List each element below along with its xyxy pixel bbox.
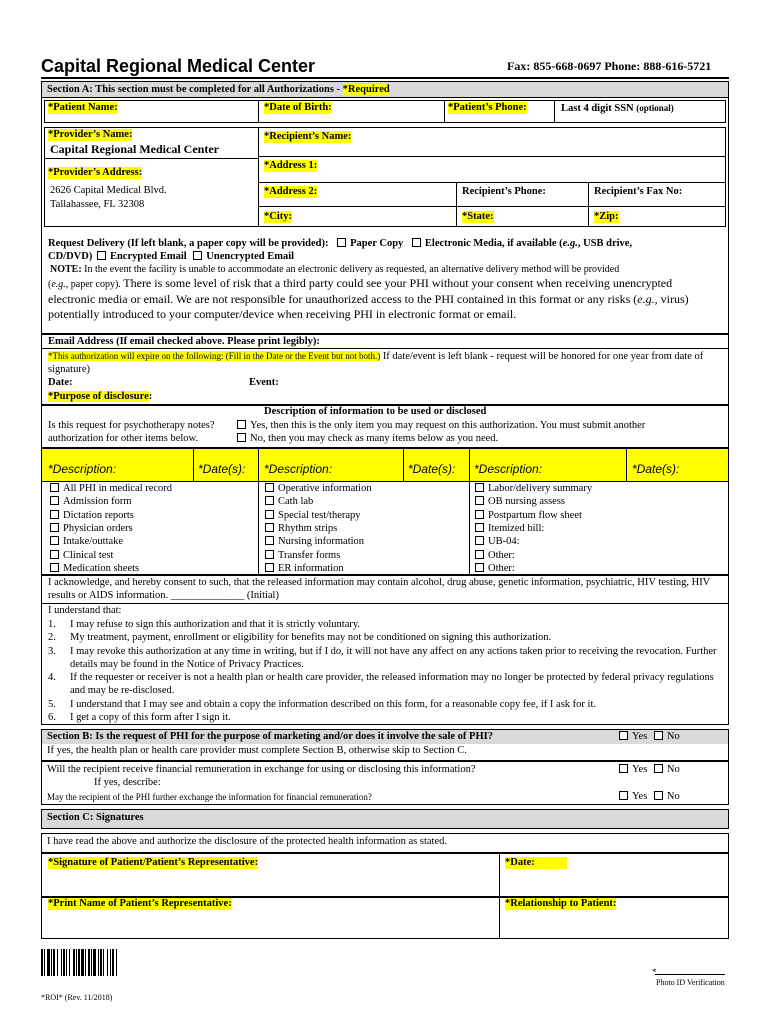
unencrypted-email-checkbox[interactable] (193, 251, 202, 260)
description-item-label: Medication sheets (63, 562, 140, 574)
description-item-checkbox[interactable] (265, 483, 274, 492)
description-item-label: UB-04: (488, 536, 520, 548)
barcode-bar (66, 949, 67, 976)
description-item-label: Nursing information (278, 536, 365, 548)
barcode-bar (51, 949, 52, 976)
barcode-bar (81, 949, 84, 976)
remuneration-options: Yes No (619, 764, 680, 776)
consent-item-text: I may refuse to sign this authorization and that it is strictly voluntary. (70, 619, 361, 630)
description-item-label: Clinical test (63, 549, 114, 561)
remuneration-yes-checkbox[interactable] (619, 764, 628, 773)
description-item-label: Physician orders (63, 522, 133, 534)
description-item-label: Rhythm strips (278, 522, 338, 534)
barcode-bar (73, 949, 75, 976)
barcode-bar (53, 949, 55, 976)
description-item-label: Other: (488, 549, 515, 561)
description-item[interactable] (475, 496, 565, 508)
encrypted-email-checkbox[interactable] (97, 251, 106, 260)
zip-field[interactable]: *Zip: (594, 211, 619, 222)
section-b-options: Yes No (619, 731, 680, 743)
description-item-label: Postpartum flow sheet (488, 509, 582, 521)
description-item-checkbox[interactable] (475, 523, 484, 532)
consent-item-number: 5. (48, 698, 56, 710)
description-item-checkbox[interactable] (50, 483, 59, 492)
consent-item-number: 2. (48, 632, 56, 644)
page-title: Capital Regional Medical Center (41, 56, 316, 76)
patient-name-field[interactable]: *Patient Name: (48, 102, 118, 113)
description-item[interactable] (475, 536, 520, 548)
description-item[interactable] (475, 523, 544, 535)
description-item[interactable] (50, 536, 123, 548)
description-item[interactable] (50, 496, 132, 508)
delivery-line2: CD/DVD) Encrypted Email Unencrypted Email (48, 251, 295, 262)
initial-line[interactable]: ______________ (170, 590, 245, 601)
consent-item-text: I get a copy of this form after I sign it. (70, 711, 231, 723)
acknowledge-statement: I acknowledge, and hereby consent to such, that the released information may contain alcohol, drug abuse, genetic information, psychiatric, HIV testing, HIV results or AIDS information. ______________ (Initial) (48, 577, 711, 601)
remuneration-describe[interactable]: If yes, describe: (94, 777, 161, 788)
consent-item (48, 631, 724, 644)
description-item-checkbox[interactable] (475, 550, 484, 559)
description-item-label: Transfer forms (278, 549, 341, 561)
patient-phone-field[interactable]: *Patient’s Phone: (448, 102, 527, 113)
description-item-label: Labor/delivery summary (488, 483, 593, 494)
description-heading: Description of information to be used or disclosed (264, 406, 487, 417)
section-b-no-checkbox[interactable] (654, 731, 663, 740)
psychotherapy-yes-checkbox[interactable] (237, 420, 246, 429)
description-item[interactable] (50, 523, 133, 535)
description-item-checkbox[interactable] (265, 550, 274, 559)
barcode-bar (41, 949, 43, 976)
barcode-bar (63, 949, 65, 976)
barcode-bar (76, 949, 77, 976)
description-item[interactable] (265, 536, 364, 548)
section-b-subtext: If yes, the health plan or health care provider must complete Section B, otherwise skip to Section C. (47, 745, 467, 756)
barcode-bar (100, 949, 102, 976)
description-item-checkbox[interactable] (265, 563, 274, 572)
barcode-bar (110, 949, 111, 976)
description-item-checkbox[interactable] (475, 496, 484, 505)
description-item[interactable] (475, 550, 515, 562)
description-item[interactable] (50, 550, 113, 562)
description-item-label: Special test/therapy (278, 509, 361, 521)
description-header-2: *Description: (264, 462, 333, 476)
purpose-field[interactable]: *Purpose of disclosure: (48, 391, 153, 402)
description-item-checkbox[interactable] (50, 496, 59, 505)
state-field[interactable]: *State: (462, 211, 494, 222)
dates-header-1: *Date(s): (198, 462, 246, 476)
description-item[interactable] (265, 563, 344, 575)
description-item-label: Operative information (278, 483, 372, 494)
description-item[interactable] (50, 563, 139, 575)
description-item-checkbox[interactable] (475, 483, 484, 492)
barcode-bar (103, 949, 104, 976)
section-a-heading: Section A: This section must be completed for all Authorizations - *Required (47, 84, 390, 95)
further-exchange-options: Yes No (619, 791, 680, 803)
provider-address-line2: Tallahassee, FL 32308 (50, 199, 145, 210)
psychotherapy-no-checkbox[interactable] (237, 433, 246, 442)
psychotherapy-no: No, then you may check as many items below as you need. (237, 433, 498, 445)
psychotherapy-yes: Yes, then this is the only item you may request on this authorization. You must submit another (237, 420, 645, 432)
description-item[interactable] (265, 496, 313, 508)
description-item-checkbox[interactable] (265, 496, 274, 505)
consent-item-text: My treatment, payment, enrollment or eligibility for benefits may not be conditioned on signing this authorization. (70, 632, 552, 644)
dates-header-2: *Date(s): (408, 462, 456, 476)
barcode-bar (44, 949, 45, 976)
description-item-label: ER information (278, 562, 344, 574)
description-item-label: All PHI in medical record (63, 483, 173, 494)
understand-heading: I understand that: (48, 605, 122, 616)
further-exchange-no-checkbox[interactable] (654, 791, 663, 800)
consent-item (48, 671, 724, 697)
consent-item-number: 3. (48, 645, 56, 657)
recipient-fax-field[interactable]: Recipient’s Fax No: (594, 186, 683, 197)
fax-phone: Fax: 855-668-0697 Phone: 888-616-5721 (507, 59, 712, 73)
description-item[interactable] (265, 523, 337, 535)
delivery-note: NOTE: In the event the facility is unable to accommodate an electronic delivery as requested, an alternative delivery method will be provided (50, 264, 620, 275)
provider-address-line1: 2626 Capital Medical Blvd. (50, 185, 167, 196)
psychotherapy-question: Is this request for psychotherapy notes? (48, 420, 215, 431)
description-item[interactable] (50, 510, 134, 522)
description-item-checkbox[interactable] (50, 536, 59, 545)
dob-field[interactable]: *Date of Birth: (264, 102, 332, 113)
consent-item (48, 698, 724, 711)
barcode-bar (93, 949, 96, 976)
barcode-bar (85, 949, 86, 976)
section-c-heading: Section C: Signatures (47, 812, 144, 823)
barcode (41, 949, 134, 976)
description-item-checkbox[interactable] (50, 550, 59, 559)
ssn-field[interactable]: Last 4 digit SSN (optional) (561, 103, 674, 114)
recipient-phone-field[interactable]: Recipient’s Phone: (462, 186, 546, 197)
barcode-bar (112, 949, 114, 976)
photo-id-label: Photo ID Verification (656, 978, 725, 987)
barcode-bar (98, 949, 99, 976)
description-item[interactable] (475, 563, 515, 575)
barcode-bar (69, 949, 70, 976)
section-b-heading: Section B: Is the request of PHI for the purpose of marketing and/or does it involve the sale of PHI? (47, 731, 493, 742)
date-field[interactable]: *Date: (505, 857, 567, 869)
provider-address-label: *Provider’s Address: (48, 167, 143, 178)
description-header-3: *Description: (474, 462, 543, 476)
consent-item (48, 618, 724, 631)
provider-name-label: *Provider’s Name: (48, 129, 133, 140)
expire-date-field[interactable]: Date: (48, 377, 73, 388)
description-item[interactable] (265, 550, 340, 562)
remuneration-question: Will the recipient receive financial remuneration in exchange for using or disclosing this information? (47, 764, 476, 775)
consent-item-number: 4. (48, 672, 56, 684)
description-item-checkbox[interactable] (475, 536, 484, 545)
description-item-label: Other: (488, 562, 515, 574)
barcode-bar (47, 949, 50, 976)
email-address-field[interactable]: Email Address (If email checked above. Please print legibly): (48, 336, 320, 347)
relationship-field[interactable]: *Relationship to Patient: (505, 898, 617, 909)
description-item[interactable] (50, 483, 172, 495)
description-item-label: Cath lab (278, 496, 314, 508)
description-item-label: Itemized bill: (488, 522, 545, 534)
barcode-bar (116, 949, 117, 976)
barcode-bar (78, 949, 80, 976)
photo-id-asterisk: * (652, 967, 657, 977)
address2-field[interactable]: *Address 2: (264, 186, 318, 197)
city-field[interactable]: *City: (264, 211, 292, 222)
provider-name-value: Capital Regional Medical Center (50, 142, 219, 156)
further-exchange-yes-checkbox[interactable] (619, 791, 628, 800)
description-item-checkbox[interactable] (265, 536, 274, 545)
barcode-bar (88, 949, 90, 976)
description-item-checkbox[interactable] (265, 523, 274, 532)
description-header-1: *Description: (48, 462, 117, 476)
description-item-label: Admission form (63, 496, 132, 508)
consent-item (48, 645, 724, 671)
description-item-label: OB nursing assess (488, 496, 566, 508)
consent-item-text: I may revoke this authorization at any time in writing, but if I do, it will not have any affect on any actions taken prior to receiving the revocation. Further details may be found in the Notice of Privacy Practices. (70, 645, 717, 670)
expiration-statement: *This authorization will expire on the following: (Fill in the Date or the Event but not both.) If date/event is left blank - request will be honored for one year from date of signature) (48, 351, 704, 375)
address1-field[interactable]: *Address 1: (264, 160, 318, 171)
remuneration-no-checkbox[interactable] (654, 764, 663, 773)
signature-field[interactable]: *Signature of Patient/Patient’s Representative: (48, 857, 259, 868)
consent-item-number: 1. (48, 619, 56, 630)
description-item-label: Dictation reports (63, 509, 134, 521)
paper-copy-checkbox[interactable] (337, 238, 346, 247)
barcode-bar (91, 949, 92, 976)
further-exchange-question: May the recipient of the PHI further exchange the information for financial remuneration? (47, 792, 372, 802)
description-item-checkbox[interactable] (265, 510, 274, 519)
description-item-checkbox[interactable] (50, 510, 59, 519)
description-item-label: Intake/outtake (63, 536, 124, 548)
recipient-name-field[interactable]: *Recipient’s Name: (264, 131, 352, 142)
risk-statement: (e.g., paper copy). There is some level of risk that a third party could see your PHI without your consent when receiving unencrypted electronic media or email. We are not responsible for unauthorized access to the PHI contained in this format or any risks (e.g., virus) potentially introduced to your computer/device when receiving PHI in electronic format or email. (48, 276, 689, 321)
delivery-line1: Request Delivery (If left blank, a paper copy will be provided): Paper Copy Electronic Media, if available (e.g., USB drive, (48, 238, 633, 249)
photo-id-line[interactable] (655, 974, 725, 975)
description-item-checkbox[interactable] (475, 510, 484, 519)
consent-item-text: If the requester or receiver is not a health plan or health care provider, the released information may no longer be protected by federal privacy regulations and may be re-disclosed. (70, 672, 714, 697)
description-item[interactable] (475, 510, 582, 522)
header-rule (41, 77, 729, 79)
description-item-checkbox[interactable] (50, 523, 59, 532)
form-id: *ROI* (Rev. 11/2018) (41, 993, 113, 1002)
consent-item-number: 6. (48, 711, 56, 723)
psychotherapy-question-line2: authorization for other items below. (48, 433, 199, 444)
electronic-media-checkbox[interactable] (412, 238, 421, 247)
description-item[interactable] (265, 483, 372, 495)
description-item[interactable] (265, 510, 361, 522)
consent-item (48, 711, 724, 724)
section-b-yes-checkbox[interactable] (619, 731, 628, 740)
description-item[interactable] (475, 483, 592, 495)
description-item-checkbox[interactable] (475, 563, 484, 572)
authorize-statement: I have read the above and authorize the disclosure of the protected health information as stated. (47, 836, 448, 847)
dates-header-3: *Date(s): (632, 462, 680, 476)
expire-event-field[interactable]: Event: (249, 377, 279, 388)
barcode-bar (57, 949, 58, 976)
print-name-field[interactable]: *Print Name of Patient’s Representative: (48, 898, 232, 909)
barcode-bar (107, 949, 108, 976)
description-item-checkbox[interactable] (50, 563, 59, 572)
consent-item-text: I understand that I may see and obtain a copy the information described on this form, for a reasonable copy fee, if I ask for it. (70, 698, 596, 710)
barcode-bar (61, 949, 62, 976)
